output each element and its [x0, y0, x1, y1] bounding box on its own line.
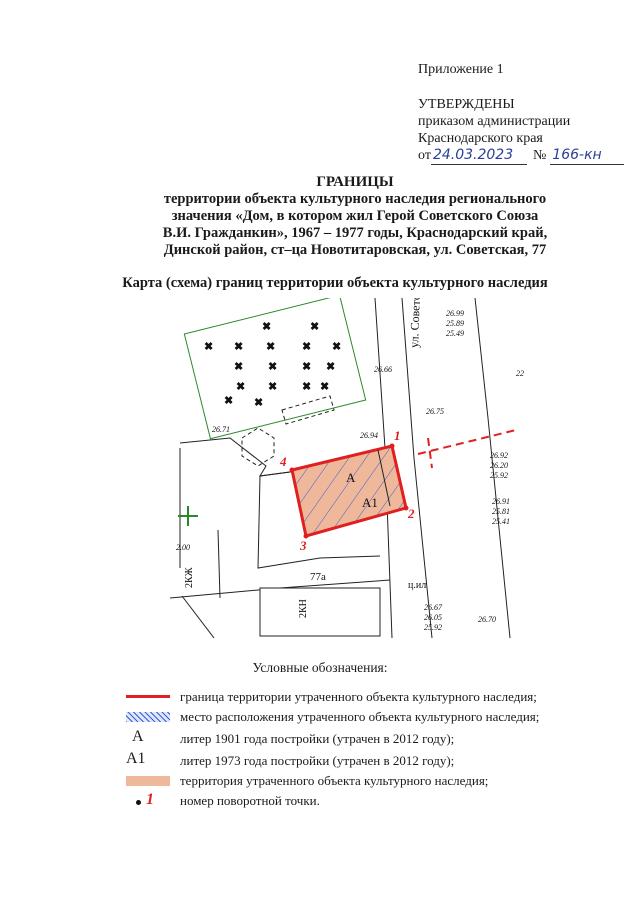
- house-number: 77а: [310, 571, 326, 583]
- legend-item: граница территории утраченного объекта культурного наследия;: [118, 688, 537, 706]
- svg-text:26.92: 26.92: [490, 451, 508, 460]
- svg-text:✖: ✖: [266, 341, 276, 353]
- svg-text:26.67: 26.67: [424, 603, 442, 612]
- legend: [118, 688, 578, 818]
- svg-text:26.99: 26.99: [446, 309, 464, 318]
- approval-line1: приказом администрации: [418, 114, 571, 129]
- title-line2: значения «Дом, в котором жил Герой Советского Союза: [171, 208, 539, 224]
- appendix-label: Приложение 1: [418, 62, 504, 77]
- green-area: [184, 298, 365, 439]
- map-title: Карта (схема) границ территории объекта культурного наследия: [122, 275, 548, 291]
- svg-text:✖: ✖: [332, 341, 342, 353]
- svg-text:✖: ✖: [234, 341, 244, 353]
- svg-text:25.81: 25.81: [492, 507, 510, 516]
- boundary-line-symbol: [118, 688, 174, 706]
- point-label-4: 4: [280, 454, 287, 469]
- svg-text:✖: ✖: [310, 321, 320, 333]
- svg-text:✖: ✖: [268, 361, 278, 373]
- building-a-label: А: [346, 470, 356, 485]
- svg-text:25.92: 25.92: [490, 471, 508, 480]
- legend-item: А1 литер 1973 года постройки (утрачен в 2012 году);: [118, 752, 454, 770]
- point-label-1: 1: [394, 428, 401, 443]
- turning-point-symbol: 1: [118, 792, 174, 810]
- approval-heading: УТВЕРЖДЕНЫ: [418, 97, 515, 112]
- svg-text:✖: ✖: [236, 381, 246, 393]
- approval-block: [418, 96, 624, 165]
- svg-text:✖: ✖: [302, 361, 312, 373]
- svg-text:26.66: 26.66: [374, 365, 392, 374]
- svg-text:26.94: 26.94: [360, 431, 378, 440]
- legend-item: А литер 1901 года постройки (утрачен в 2012 году);: [118, 730, 454, 748]
- title-line1: территории объекта культурного наследия регионального: [163, 191, 547, 207]
- svg-text:26.75: 26.75: [426, 407, 444, 416]
- document-title: [120, 174, 590, 259]
- date-handwritten: 24.03.2023: [431, 147, 527, 165]
- svg-text:✖: ✖: [262, 321, 272, 333]
- kn-label: 2КН: [298, 599, 309, 618]
- boundary-map: [170, 298, 530, 638]
- hatch-symbol: [118, 708, 174, 726]
- svg-text:26.20: 26.20: [490, 461, 508, 470]
- map-svg: [170, 298, 530, 638]
- approval-date-number: [418, 147, 624, 165]
- street-label: ул. Советская: [407, 298, 424, 349]
- svg-text:2.00: 2.00: [176, 543, 190, 552]
- svg-text:✖: ✖: [254, 397, 264, 409]
- svg-text:✖: ✖: [302, 341, 312, 353]
- svg-text:25.92: 25.92: [424, 623, 442, 632]
- title-line3: В.И. Гражданкин», 1967 – 1977 годы, Краснодарский край,: [162, 225, 548, 241]
- territory-symbol: [118, 772, 174, 790]
- legend-item: место расположения утраченного объекта культурного наследия;: [118, 708, 539, 726]
- number-handwritten: 166-кн: [550, 147, 624, 165]
- svg-text:✖: ✖: [224, 395, 234, 407]
- approval-line2: Краснодарского края: [418, 131, 543, 146]
- legend-title: Условные обозначения:: [252, 660, 388, 675]
- svg-text:26.05: 26.05: [424, 613, 442, 622]
- svg-text:✖: ✖: [204, 341, 214, 353]
- svg-text:✖: ✖: [302, 381, 312, 393]
- building-a1-label: А1: [362, 495, 378, 510]
- green-cross-icon: [178, 506, 198, 526]
- kzh-label: 2КЖ: [184, 567, 195, 588]
- number-prefix: №: [532, 148, 547, 163]
- tsil-label: ц.ил: [408, 580, 427, 591]
- point-label-3: 3: [300, 538, 307, 553]
- title-heading: ГРАНИЦЫ: [316, 174, 394, 190]
- title-line4: Динской район, ст–ца Новотитаровская, ул. Советская, 77: [163, 242, 547, 258]
- legend-item: территория утраченного объекта культурного наследия;: [118, 772, 488, 790]
- svg-text:✖: ✖: [320, 381, 330, 393]
- svg-text:25.41: 25.41: [492, 517, 510, 526]
- svg-text:26.71: 26.71: [212, 425, 230, 434]
- svg-text:26.70: 26.70: [478, 615, 496, 624]
- legend-item: 1 номер поворотной точки.: [118, 792, 320, 810]
- date-prefix: от: [418, 148, 431, 163]
- territory: [292, 446, 406, 536]
- svg-text:26.91: 26.91: [492, 497, 510, 506]
- svg-text:22: 22: [516, 369, 524, 378]
- svg-text:✖: ✖: [326, 361, 336, 373]
- litera-a-symbol: А: [132, 728, 144, 745]
- litera-a1-symbol: А1: [126, 750, 146, 767]
- svg-text:25.49: 25.49: [446, 329, 464, 338]
- point-label-2: 2: [408, 506, 415, 521]
- svg-text:✖: ✖: [234, 361, 244, 373]
- building-77a: [260, 588, 380, 636]
- svg-text:✖: ✖: [268, 381, 278, 393]
- svg-text:25.89: 25.89: [446, 319, 464, 328]
